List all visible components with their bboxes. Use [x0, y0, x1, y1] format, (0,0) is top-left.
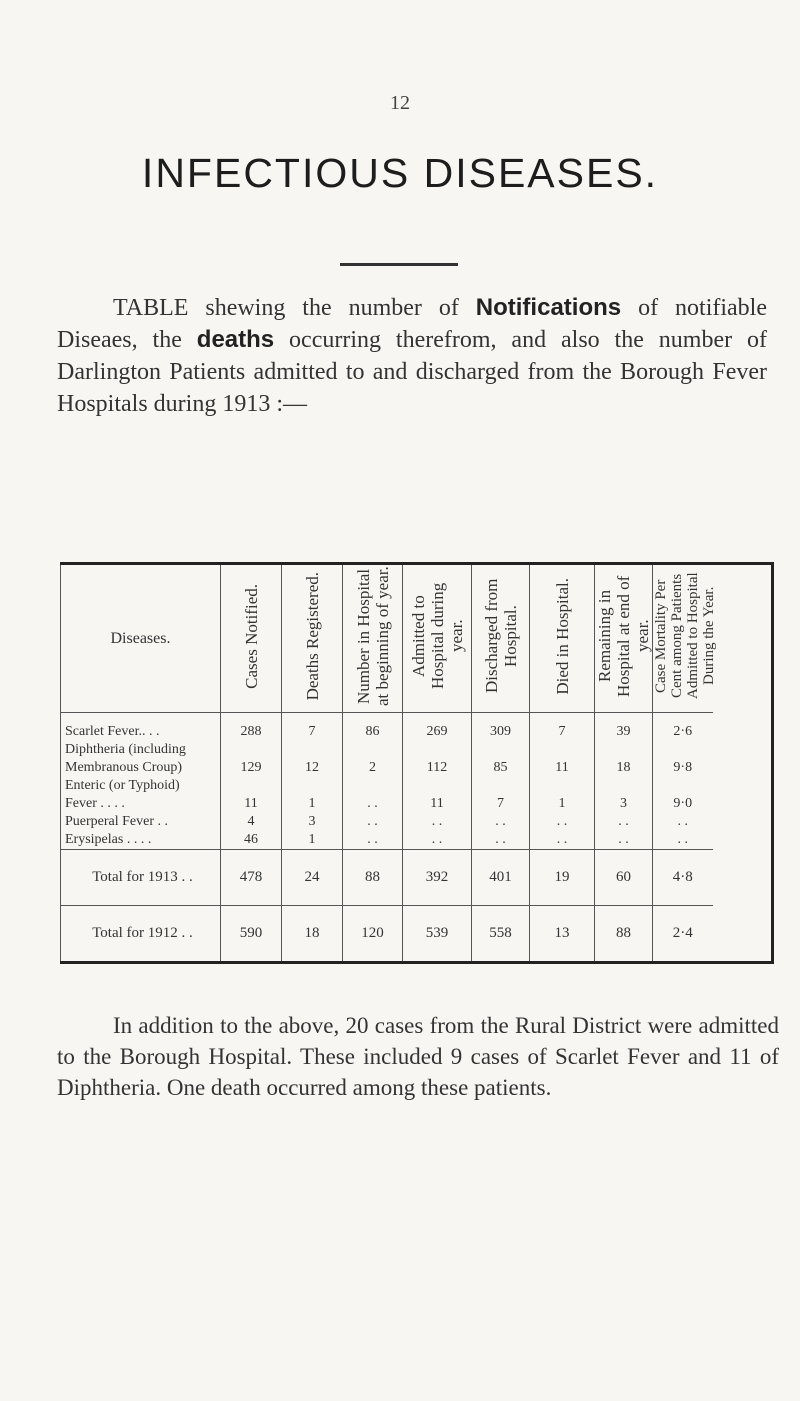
disease-name: Puerperal Fever . . — [65, 814, 169, 829]
col-admitted: 269 112 11 . . . . — [403, 713, 472, 850]
header-cases-notified: Cases Notified. — [221, 564, 282, 713]
intro-paragraph — [57, 292, 767, 420]
header-died-in-hospital: Died in Hospital. — [530, 564, 595, 713]
closing-paragraph — [57, 1010, 779, 1103]
page-number: 12 — [390, 92, 410, 114]
col-remaining: 39 18 3 . . . . — [595, 713, 653, 850]
col-number-beginning: 86 2 . . . . . . — [343, 713, 403, 850]
header-admitted-to-hospital: Admitted to Hospital during year. — [403, 564, 472, 713]
disease-name: Scarlet Fever.. . . — [65, 724, 160, 739]
disease-names-cell — [61, 713, 221, 850]
intro-text-2: of notifiable Diseaes, the — [57, 295, 767, 353]
disease-name: Erysipelas . . . . — [65, 832, 152, 847]
header-discharged: Discharged from Hospital. — [472, 564, 530, 713]
intro-bold-deaths: deaths — [196, 326, 275, 353]
col-died: 7 11 1 . . . . — [530, 713, 595, 850]
header-diseases: Diseases. — [61, 564, 221, 713]
col-case-mortality: 2·6 9·8 9·0 . . . . — [653, 713, 713, 850]
table-row-total-1913: Total for 1913 . . 478 24 88 392 401 19 60 4·8 — [61, 850, 773, 906]
header-deaths-registered: Deaths Registered. — [282, 564, 343, 713]
col-deaths-registered: 7 12 1 3 1 — [282, 713, 343, 850]
intro-bold-notifications: Notifications — [475, 294, 622, 321]
closing-text: In addition to the above, 20 cases from the Rural District were admitted to the Borough Hospital. These included 9 cases of Scarlet Fever and 11 of Diphtheria. One death occurred among these patients. — [57, 1013, 779, 1100]
page-title: INFECTIOUS DISEASES. — [141, 150, 659, 196]
disease-name: Membranous Croup) — [65, 760, 183, 775]
col-cases-notified: 288 129 11 4 46 — [221, 713, 282, 850]
header-number-in-hospital-beginning: Number in Hospital at beginning of year. — [343, 564, 403, 713]
intro-text-3: occurring therefrom, and also the number of Darlington Patients admitted to and discharged from the Borough Fever Hospitals during 1913 :— — [57, 327, 767, 417]
intro-text-1: TABLE shewing the number of — [113, 295, 476, 321]
table-body-rows — [61, 713, 773, 850]
notifications-table — [60, 562, 772, 941]
header-remaining-in-hospital: Remaining in Hospital at end of year. — [595, 564, 653, 713]
table-row-total-1912: Total for 1912 . . 590 18 120 539 558 13 88 2·4 — [61, 906, 773, 963]
header-case-mortality: Case Mortality Per Cent among Patients Admitted to Hospital During the Year. — [653, 564, 713, 713]
title-rule — [340, 263, 458, 266]
disease-name: Diphtheria (including — [65, 742, 186, 757]
disease-name: Enteric (or Typhoid) — [65, 778, 180, 793]
col-discharged: 309 85 7 . . . . — [472, 713, 530, 850]
disease-name: Fever . . . . — [65, 796, 125, 811]
